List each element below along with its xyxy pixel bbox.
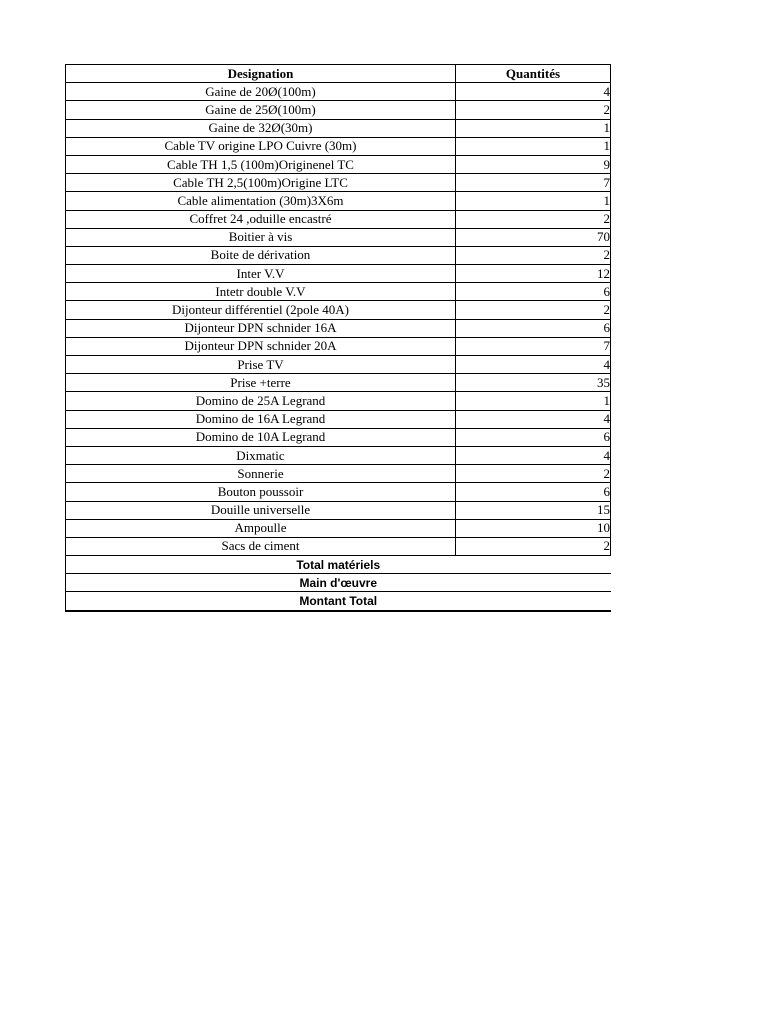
designation-cell: Sacs de ciment: [66, 537, 456, 555]
table-row: [66, 283, 611, 301]
quantite-cell: 12: [456, 265, 611, 283]
designation-cell: Dijonteur différentiel (2pole 40A): [66, 301, 456, 319]
table-body: [66, 83, 611, 611]
quantite-cell: 4: [456, 410, 611, 428]
designation-cell: Cable alimentation (30m)3X6m: [66, 192, 456, 210]
table-row: [66, 265, 611, 283]
table-row: [66, 374, 611, 392]
table-row: [66, 319, 611, 337]
quantite-cell: 6: [456, 428, 611, 446]
montant-total-label: Montant Total: [66, 592, 611, 611]
designation-cell: Boitier à vis: [66, 228, 456, 246]
total-materiels-label: Total matériels: [66, 556, 611, 574]
main-oeuvre-row: [66, 574, 611, 592]
quantite-cell: 7: [456, 174, 611, 192]
quantite-cell: 4: [456, 83, 611, 101]
designation-cell: Dixmatic: [66, 446, 456, 464]
designation-cell: Coffret 24 ,oduille encastré: [66, 210, 456, 228]
table-row: [66, 446, 611, 464]
quantite-cell: 4: [456, 356, 611, 374]
quantite-cell: 1: [456, 119, 611, 137]
table-row: [66, 119, 611, 137]
header-quantites: Quantités: [456, 65, 611, 83]
table-row: [66, 210, 611, 228]
table-row: [66, 155, 611, 173]
designation-cell: Boite de dérivation: [66, 246, 456, 264]
quantite-cell: 1: [456, 192, 611, 210]
designation-cell: Gaine de 32Ø(30m): [66, 119, 456, 137]
table-row: [66, 101, 611, 119]
table-row: [66, 537, 611, 555]
main-oeuvre-label: Main d'œuvre: [66, 574, 611, 592]
quantite-cell: 6: [456, 283, 611, 301]
quantite-cell: 15: [456, 501, 611, 519]
table-row: [66, 483, 611, 501]
table-row: [66, 192, 611, 210]
quantite-cell: 2: [456, 246, 611, 264]
quantite-cell: 6: [456, 483, 611, 501]
table-row: [66, 301, 611, 319]
designation-cell: Gaine de 20Ø(100m): [66, 83, 456, 101]
table-row: [66, 519, 611, 537]
quantite-cell: 2: [456, 301, 611, 319]
total-materiels-row: [66, 556, 611, 574]
table-row: [66, 228, 611, 246]
designation-cell: Sonnerie: [66, 465, 456, 483]
quantite-cell: 2: [456, 210, 611, 228]
designation-cell: Intetr double V.V: [66, 283, 456, 301]
designation-cell: Prise TV: [66, 356, 456, 374]
designation-cell: Inter V.V: [66, 265, 456, 283]
table-row: [66, 465, 611, 483]
quantite-cell: 9: [456, 155, 611, 173]
designation-cell: Dijonteur DPN schnider 16A: [66, 319, 456, 337]
quantite-cell: 1: [456, 392, 611, 410]
table-row: [66, 501, 611, 519]
quantite-cell: 1: [456, 137, 611, 155]
table-row: [66, 392, 611, 410]
montant-total-row: [66, 592, 611, 611]
table-row: [66, 137, 611, 155]
designation-cell: Cable TH 1,5 (100m)Originenel TC: [66, 155, 456, 173]
designation-cell: Domino de 25A Legrand: [66, 392, 456, 410]
designation-cell: Domino de 10A Legrand: [66, 428, 456, 446]
quantite-cell: 4: [456, 446, 611, 464]
designation-cell: Gaine de 25Ø(100m): [66, 101, 456, 119]
designation-cell: Cable TH 2,5(100m)Origine LTC: [66, 174, 456, 192]
designation-cell: Ampoulle: [66, 519, 456, 537]
quantite-cell: 35: [456, 374, 611, 392]
quantite-cell: 10: [456, 519, 611, 537]
designation-cell: Bouton poussoir: [66, 483, 456, 501]
designation-cell: Prise +terre: [66, 374, 456, 392]
designation-cell: Douille universelle: [66, 501, 456, 519]
quantite-cell: 2: [456, 465, 611, 483]
quantite-cell: 2: [456, 537, 611, 555]
quantite-cell: 7: [456, 337, 611, 355]
designation-cell: Dijonteur DPN schnider 20A: [66, 337, 456, 355]
designation-cell: Cable TV origine LPO Cuivre (30m): [66, 137, 456, 155]
quantite-cell: 70: [456, 228, 611, 246]
materials-table: [65, 64, 611, 612]
table-row: [66, 356, 611, 374]
table-row: [66, 428, 611, 446]
table-row: [66, 337, 611, 355]
table-row: [66, 83, 611, 101]
quantite-cell: 2: [456, 101, 611, 119]
table-row: [66, 410, 611, 428]
table-row: [66, 246, 611, 264]
quantite-cell: 6: [456, 319, 611, 337]
table-row: [66, 174, 611, 192]
header-row: [66, 65, 611, 83]
header-designation: Designation: [66, 65, 456, 83]
designation-cell: Domino de 16A Legrand: [66, 410, 456, 428]
